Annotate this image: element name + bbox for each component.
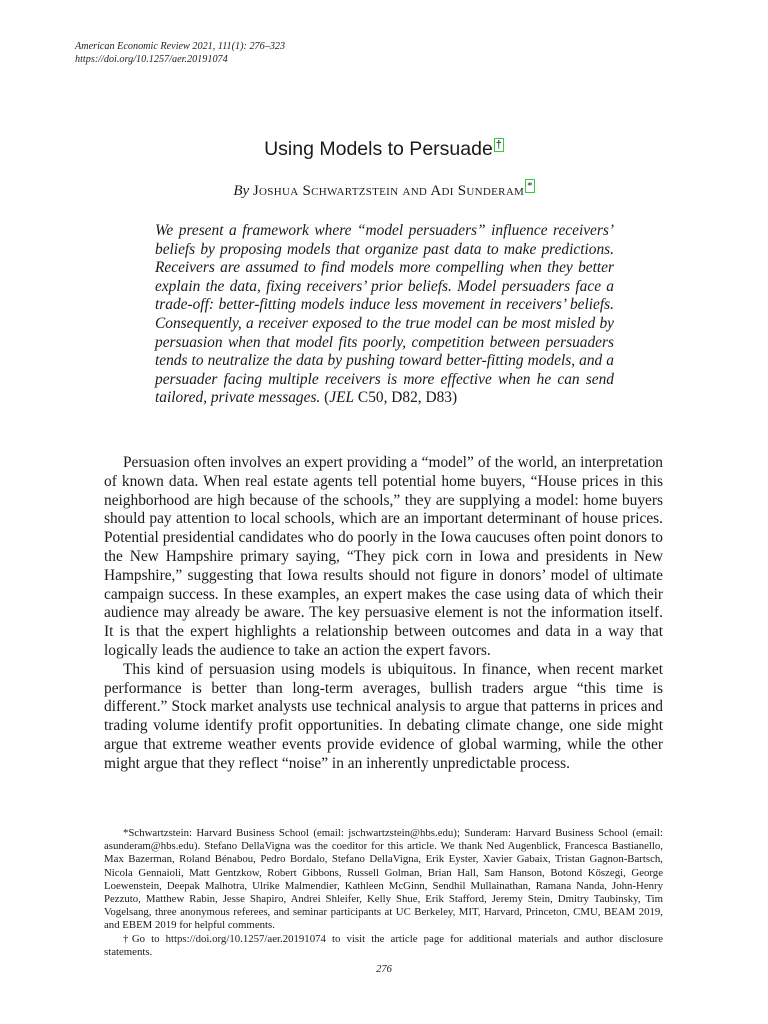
- abstract-text: We present a framework where “model persuaders” influence receivers’ beliefs by proposing models that organize past data to make predictions. Receivers are assumed to find models more compelling when they better explain the data, fixing receivers’ prior beliefs. Model persuaders face a trade-off: better-fitting models induce less movement in receivers’ beliefs. Consequently, a receiver exposed to the true model can be most misled by persuasion when that model fits poorly, competition between persuaders tends to neutralize the data by pushing toward better-fitting models, and a persuader facing multiple receivers is more effective when he can send tailored, private messages.: [155, 222, 614, 407]
- abstract: [155, 222, 614, 408]
- journal-citation: American Economic Review 2021, 111(1): 276–323: [75, 41, 286, 52]
- paper-title: [0, 137, 768, 161]
- body-text: [104, 454, 663, 774]
- author-by-label: By: [233, 183, 250, 199]
- journal-doi: https://doi.org/10.1257/aer.20191074: [75, 54, 228, 65]
- jel-label: JEL: [329, 389, 355, 407]
- jel-codes: C50, D82, D83): [354, 389, 458, 407]
- title-footnote-link[interactable]: †: [495, 138, 502, 151]
- journal-reference: [75, 40, 285, 66]
- body-paragraph: Persuasion often involves an expert providing a “model” of the world, an interpretation of known data. When real estate agents tell potential home buyers, “House prices in this neighborhood are high because of the schools,” they are supplying a model: home buyers should pay attention to local schools, which are an important determinant of house prices. Potential presidential candidates who do poorly in the Iowa caucuses often point donors to the New Hampshire primary saying, “They pick corn in Iowa and presidents in New Hampshire,” suggesting that Iowa results should not figure in donors’ model of ultimate campaign success. In these examples, an expert makes the case using data of which their audience may already be aware. The key persuasive element is not the information itself. It is that the expert highlights a relationship between outcomes and data in a way that logically leads the audience to take an action the expert favors.: [104, 454, 663, 659]
- author-names: Joshua Schwartzstein and Adi Sunderam: [252, 183, 525, 199]
- jel-open-paren: (: [320, 389, 330, 407]
- page-number: 276: [376, 964, 392, 975]
- title-footnote: †Go to https://doi.org/10.1257/aer.20191074 to visit the article page for additional materials and author disclosure statements.: [104, 932, 663, 958]
- author-line: [0, 179, 768, 201]
- author-footnote-link[interactable]: *: [527, 180, 533, 192]
- body-paragraph: This kind of persuasion using models is ubiquitous. In finance, when recent market performance is better than long-term averages, bullish traders argue “this time is different.” Stock market analysts use technical analysis to argue that patterns in prices and trading volume identify profit opportunities. In debating climate change, one side might argue that extreme weather events provide evidence of global warming, while the other might argue that they reflect “noise” in an inherently unpredictable process.: [104, 660, 663, 772]
- paper-title-text: Using Models to Persuade: [264, 138, 493, 160]
- author-footnote: *Schwartzstein: Harvard Business School (email: jschwartzstein@hbs.edu); Sunderam: Harvard Business School (email: asunderam@hbs.edu). Stefano DellaVigna was the coeditor for this article. We thank Ned Augenblick, Francesca Bastianello, Max Bazerman, Roland Bénabou, Pedro Bordalo, Stefano DellaVigna, Erik Eyster, Xavier Gabaix, Tristan Gagnon-Bartsch, Nicola Gennaioli, Matt Gentzkow, Robert Gibbons, Russell Golman, Brian Hall, Sam Hanson, Botond Kőszegi, George Loewenstein, Deepak Malhotra, Ulrike Malmendier, Kathleen McGinn, Sendhil Mullainathan, Ramana Nanda, John-Henry Pezzuto, Matthew Rabin, Jesse Shapiro, Andrei Shleifer, Kelly Shue, Erik Stafford, Jeremy Stein, Dmitry Taubinsky, Tim Vogelsang, three anonymous referees, and seminar participants at UC Berkeley, MIT, Harvard, Princeton, CMU, BEAM 2019, and EBEM 2019 for helpful comments.: [104, 827, 663, 932]
- footnotes: [104, 827, 663, 959]
- jel-classification: [320, 389, 457, 406]
